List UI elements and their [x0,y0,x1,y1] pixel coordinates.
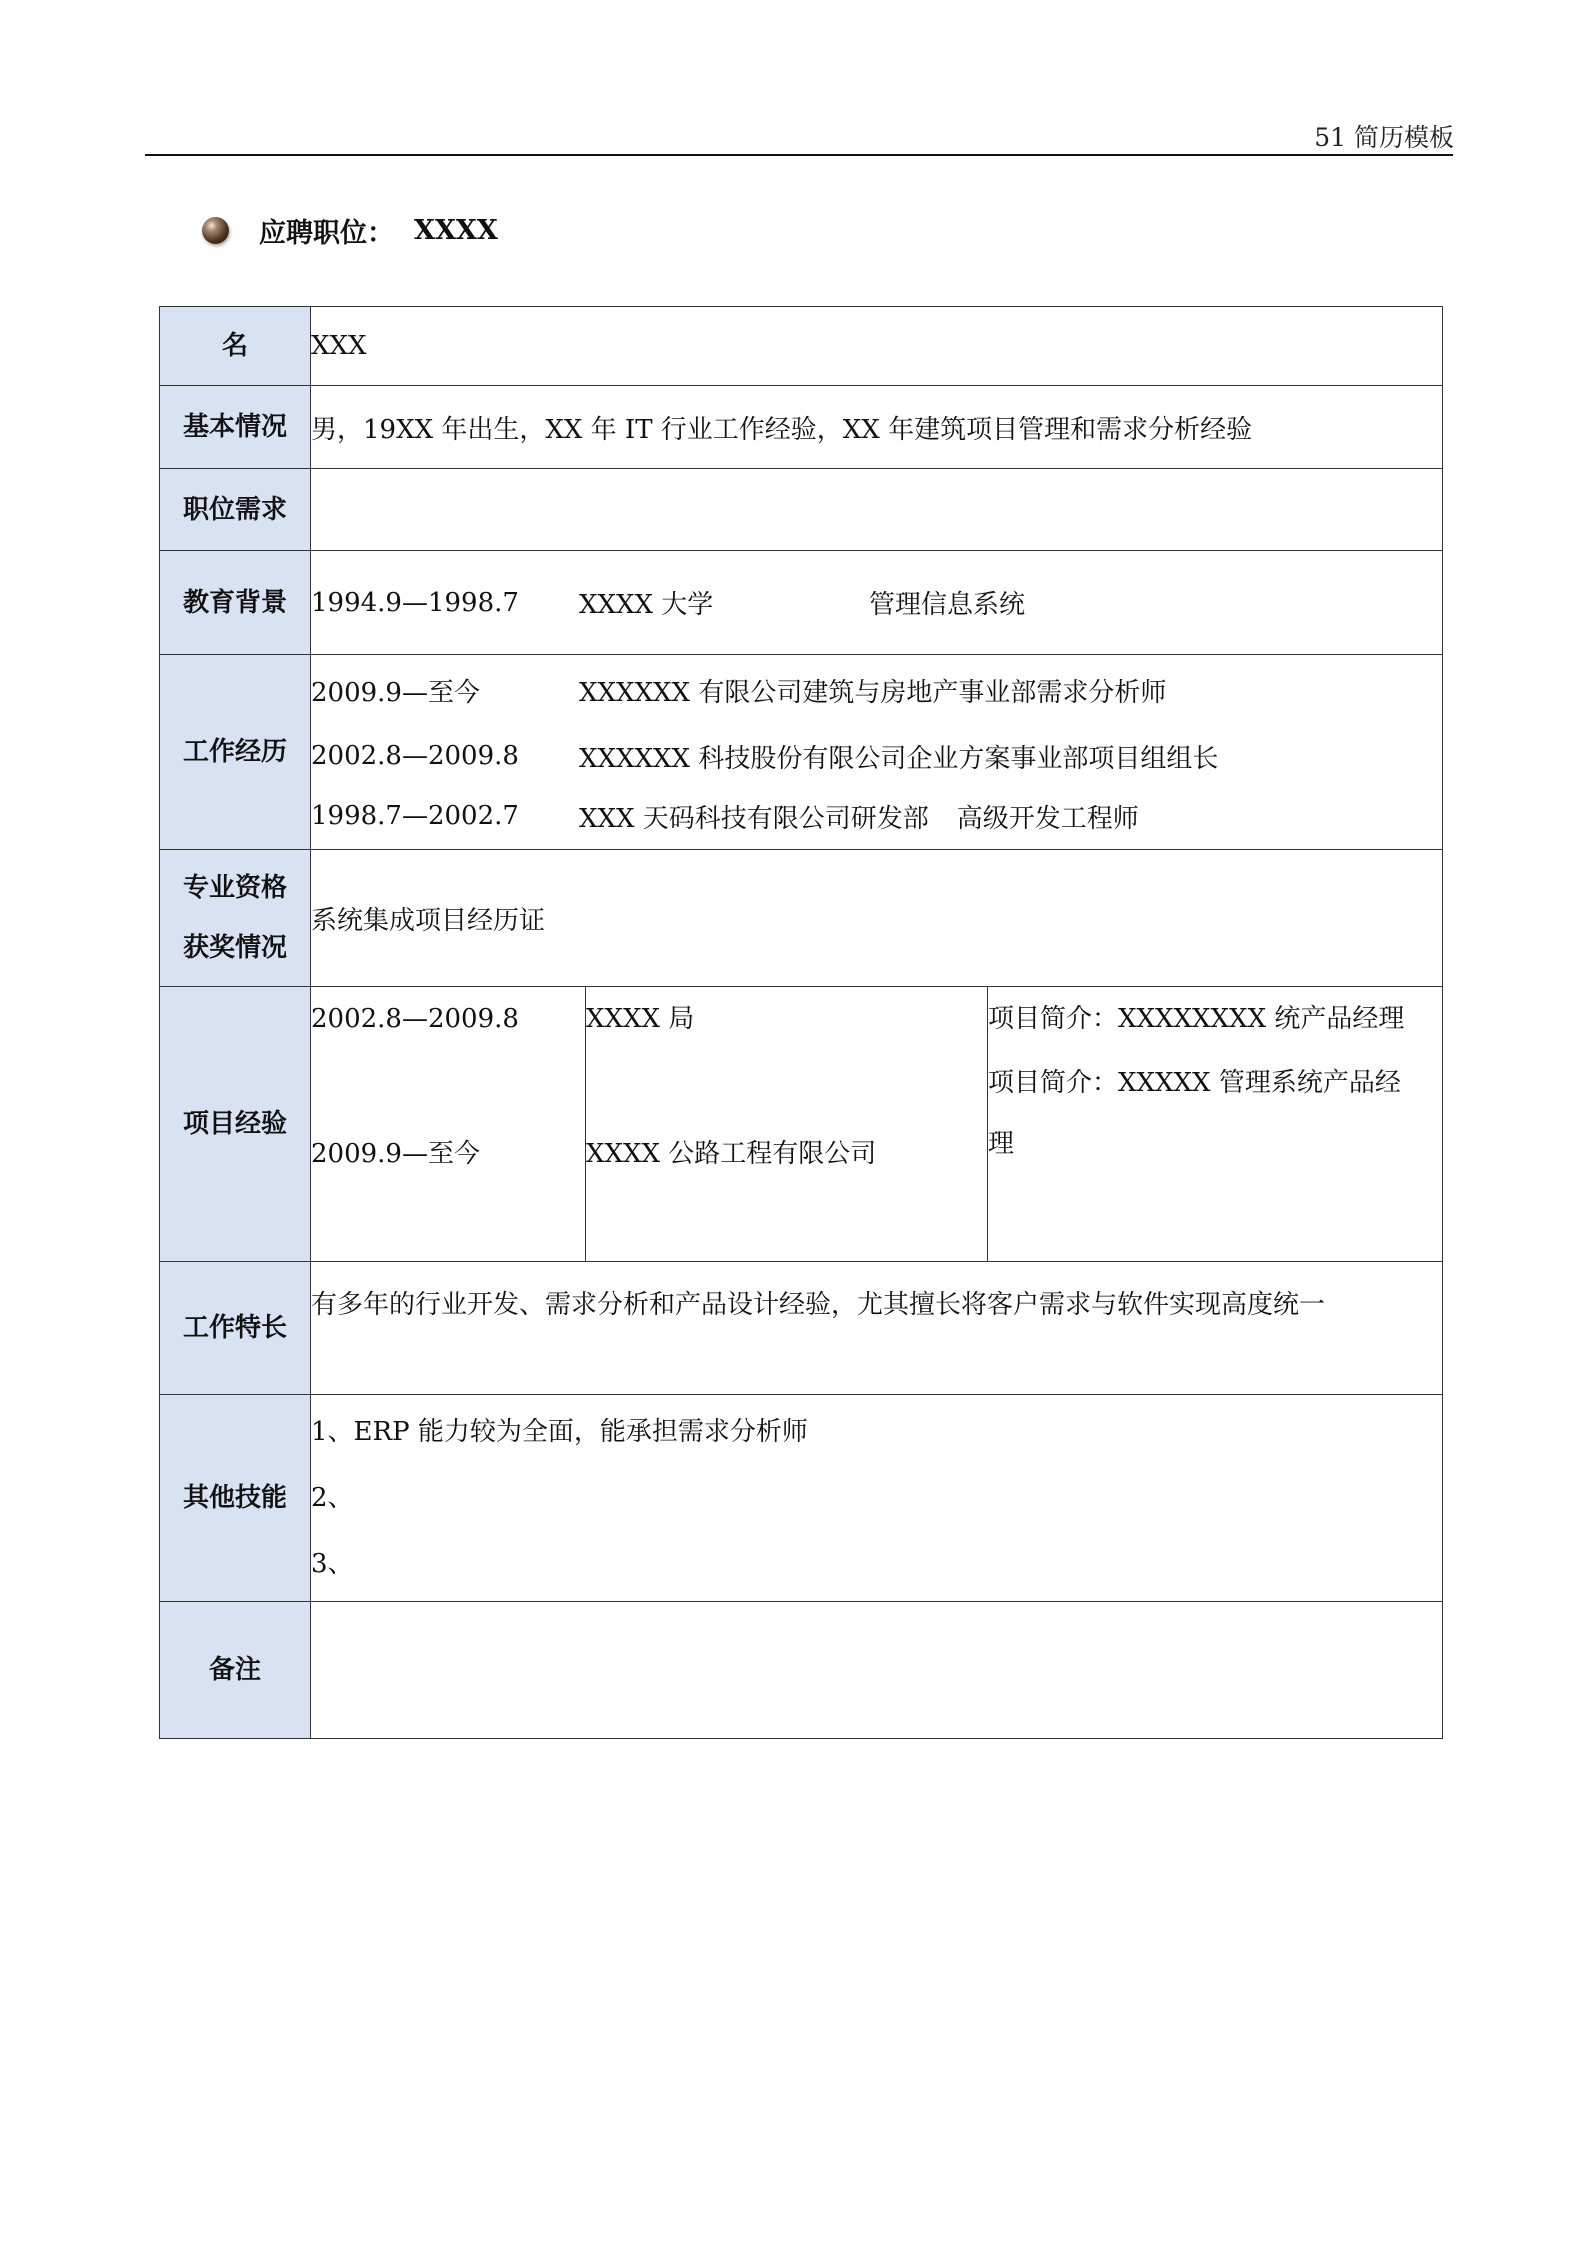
qualification-label-line: 专业资格 [182,873,287,903]
education-date: 1994.9—1998.7 [311,587,519,618]
position-value: XXXX [414,214,498,246]
skill-item: 3、 [311,1549,354,1579]
qualification-value: 系统集成项目经历证 [311,850,1443,987]
work-date: 2002.8—2009.8 [311,741,519,771]
row-basic [160,386,1443,469]
skill-item: 2、 [311,1483,354,1513]
row-qualification [160,850,1443,987]
resume-table [159,306,1443,1739]
qualification-label [160,850,311,987]
projects-dates [311,987,586,1262]
work-desc: XXXXXX 有限公司建筑与房地产事业部需求分析师 [579,677,1167,708]
header-divider [145,154,1453,156]
skills-label: 其他技能 [160,1395,311,1602]
row-projects [160,987,1443,1262]
work-item [311,722,1442,790]
work-title: 高级开发工程师 [956,803,1139,834]
job-req-value [311,469,1443,551]
work-item [311,790,1442,842]
project-intro: 理 [988,1129,1015,1159]
skill-item: 1、ERP 能力较为全面，能承担需求分析师 [311,1417,808,1447]
qualification-label-line: 获奖情况 [182,933,287,963]
project-date: 2009.9—至今 [311,1139,480,1169]
row-name [160,307,1443,386]
basic-label: 基本情况 [160,386,311,469]
remarks-value [311,1602,1443,1739]
project-intro: 项目简介：XXXXXXXX 统产品经理 [988,1004,1405,1034]
work-value [311,655,1443,850]
skills-value [311,1395,1443,1602]
work-desc: XXX 天码科技有限公司研发部 [579,803,929,834]
work-desc: XXXXXX 科技股份有限公司企业方案事业部项目组组长 [579,743,1219,774]
name-value: XXX [311,307,1443,386]
job-req-label: 职位需求 [160,469,311,551]
row-skills [160,1395,1443,1602]
header-title: 51 简历模板 [1314,123,1454,152]
position-label: 应聘职位： [259,217,394,249]
work-date: 2009.9—至今 [311,677,480,708]
work-date: 1998.7—2002.7 [311,801,519,831]
education-value [311,551,1443,655]
row-work [160,655,1443,850]
strengths-value: 有多年的行业开发、需求分析和产品设计经验，尤其擅长将客户需求与软件实现高度统一 [311,1262,1443,1395]
row-education [160,551,1443,655]
project-date: 2002.8—2009.8 [311,1004,519,1034]
education-label: 教育背景 [160,551,311,655]
work-item [311,658,1442,722]
basic-value: 男，19XX 年出生，XX 年 IT 行业工作经验，XX 年建筑项目管理和需求分析经验 [311,386,1443,469]
projects-orgs [586,987,988,1262]
row-job-req [160,469,1443,551]
education-major: 管理信息系统 [869,590,1026,620]
work-label: 工作经历 [160,655,311,850]
strengths-label: 工作特长 [160,1262,311,1395]
projects-label: 项目经验 [160,987,311,1262]
remarks-label: 备注 [160,1602,311,1739]
row-remarks [160,1602,1443,1739]
education-school: XXXX 大学 [579,590,714,620]
projects-intro [988,987,1443,1262]
position-line [202,210,498,250]
bullet-icon [202,217,229,244]
project-org: XXXX 公路工程有限公司 [586,1139,877,1169]
row-strengths [160,1262,1443,1395]
name-label: 名 [160,307,311,386]
project-intro: 项目简介：XXXXX 管理系统产品经 [988,1068,1401,1098]
project-org: XXXX 局 [586,1004,695,1034]
